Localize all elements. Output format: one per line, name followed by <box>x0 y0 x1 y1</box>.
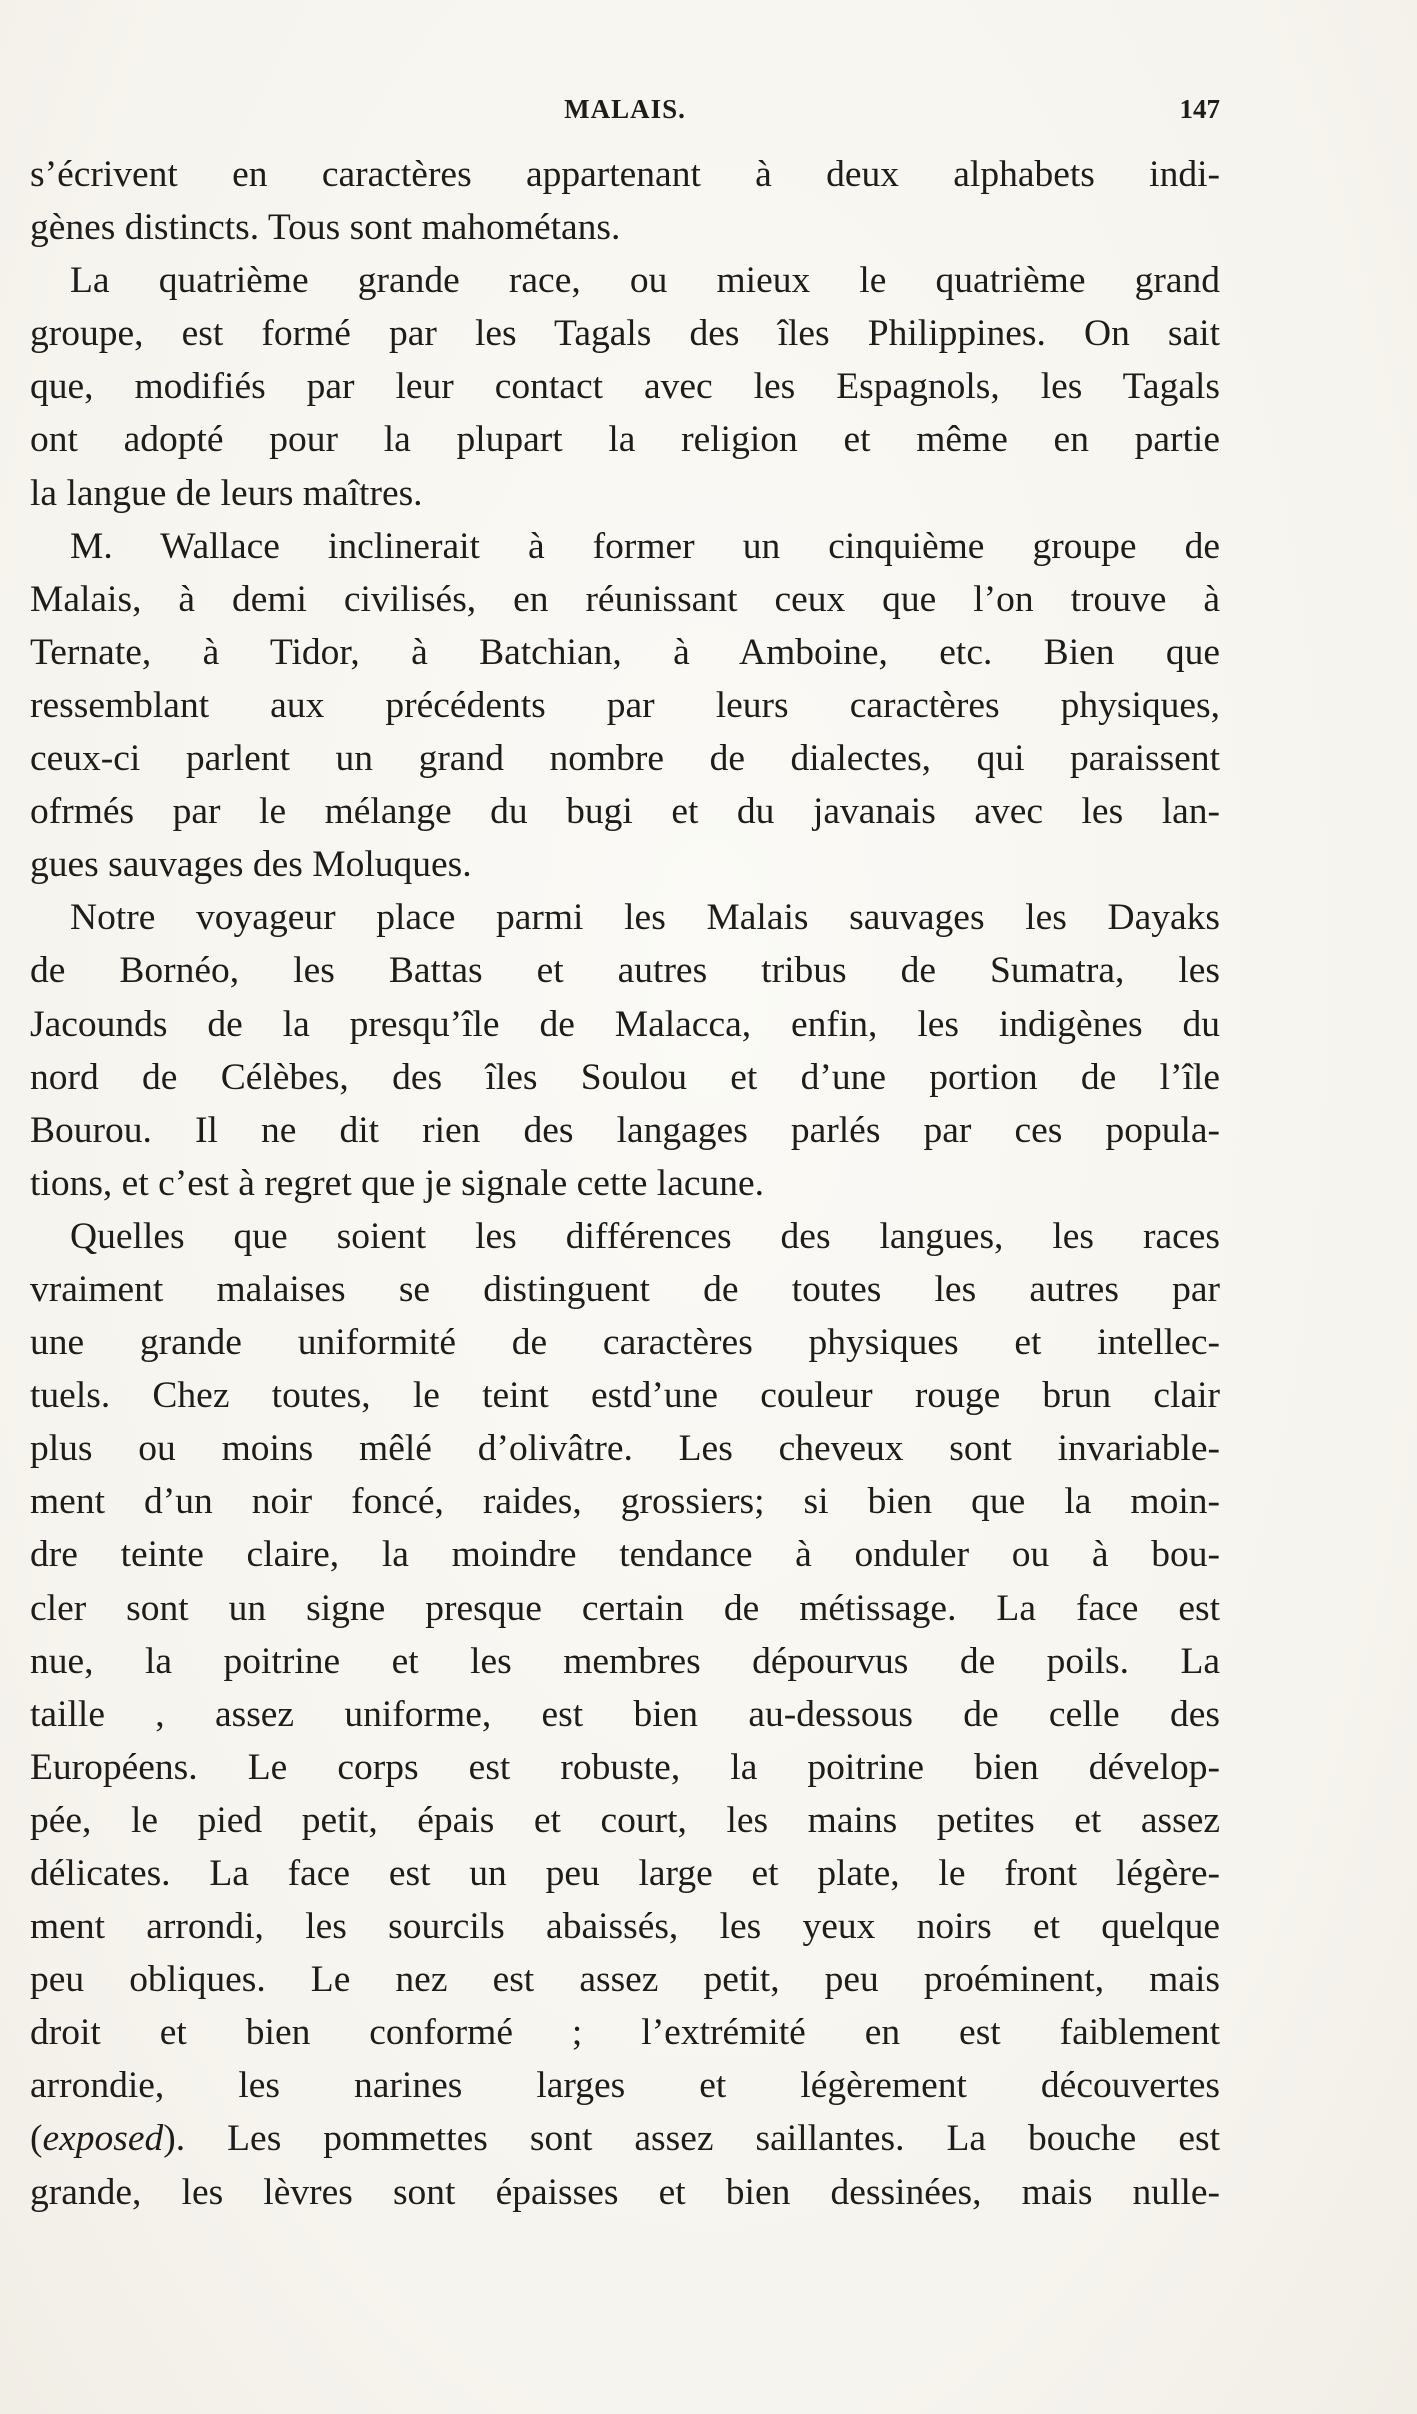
text-line: Malais, à demi civilisés, en réunissant ceux que l’on trouve à <box>30 578 1220 620</box>
text-line: dre teinte claire, la moindre tendance à onduler ou à bou- <box>30 1534 1220 1576</box>
text-line: délicates. La face est un peu large et plate, le front légère- <box>30 1853 1220 1894</box>
text-line: La quatrième grande race, ou mieux le quatrième grand <box>70 260 1220 302</box>
text-line: Notre voyageur place parmi les Malais sauvages les Dayaks <box>70 897 1220 939</box>
text-line: ofrmés par le mélange du bugi et du javanais avec les lan- <box>30 791 1220 833</box>
text-line: tions, et c’est à regret que je signale cette lacune. <box>30 1162 765 1204</box>
italic-term: exposed <box>42 2118 164 2160</box>
text-line: grande, les lèvres sont épaisses et bien dessinées, mais nulle- <box>30 2171 1220 2213</box>
text-line: gues sauvages des Moluques. <box>30 844 472 886</box>
text-line: la langue de leurs maîtres. <box>30 472 423 514</box>
text-line: arrondie, les narines larges et légèrement découvertes <box>30 2065 1220 2107</box>
text-line: M. Wallace inclinerait à former un cinquième groupe de <box>70 525 1220 567</box>
text-line: cler sont un signe presque certain de métissage. La face est <box>30 1587 1220 1629</box>
text-line: Ternate, à Tidor, à Batchian, à Amboine, etc. Bien que <box>30 631 1220 673</box>
text-line: taille , assez uniforme, est bien au-dessous de celle des <box>30 1693 1220 1735</box>
text-line: peu obliques. Le nez est assez petit, peu proéminent, mais <box>30 1959 1220 2001</box>
text-line: de Bornéo, les Battas et autres tribus de Sumatra, les <box>30 950 1220 992</box>
text-line: ressemblant aux précédents par leurs caractères physiques, <box>30 684 1220 726</box>
text-line: s’écrivent en caractères appartenant à deux alphabets indi- <box>30 154 1220 195</box>
text-line: Européens. Le corps est robuste, la poitrine bien dévelop- <box>30 1746 1220 1788</box>
text-line: une grande uniformité de caractères physiques et intellec- <box>30 1322 1220 1364</box>
running-head-title: MALAIS. <box>564 94 686 124</box>
text-line: ont adopté pour la plupart la religion et même en partie <box>30 419 1220 461</box>
text-line: nord de Célèbes, des îles Soulou et d’une portion de l’île <box>30 1056 1220 1098</box>
text-line: Bourou. Il ne dit rien des langages parlés par ces popula- <box>30 1109 1220 1151</box>
text-line: ment arrondi, les sourcils abaissés, les yeux noirs et quelque <box>30 1906 1220 1948</box>
text-line: vraiment malaises se distinguent de toutes les autres par <box>30 1268 1220 1310</box>
page-number: 147 <box>1179 94 1220 124</box>
text-line: pée, le pied petit, épais et court, les mains petites et assez <box>30 1799 1220 1841</box>
text-line: Jacounds de la presqu’île de Malacca, enfin, les indigènes du <box>30 1003 1220 1045</box>
text-line: ment d’un noir foncé, raides, grossiers; si bien que la moin- <box>30 1481 1220 1523</box>
text-line: tuels. Chez toutes, le teint estd’une couleur rouge brun clair <box>30 1375 1220 1417</box>
text-line: plus ou moins mêlé d’olivâtre. Les cheveux sont invariable- <box>30 1428 1220 1470</box>
text-line: (exposed). Les pommettes sont assez saillantes. La bouche est <box>30 2118 1220 2160</box>
text-line: droit et bien conformé ; l’extrémité en est faiblement <box>30 2012 1220 2054</box>
text-line: Quelles que soient les différences des langues, les races <box>70 1215 1220 1257</box>
text-line: que, modifiés par leur contact avec les Espagnols, les Tagals <box>30 366 1220 408</box>
text-line: groupe, est formé par les Tagals des îles Philippines. On sait <box>30 313 1220 355</box>
text-line: gènes distincts. Tous sont mahométans. <box>30 207 621 249</box>
running-head <box>30 94 1220 134</box>
text-line: nue, la poitrine et les membres dépourvus de poils. La <box>30 1640 1220 1682</box>
text-line: ceux-ci parlent un grand nombre de dialectes, qui paraissent <box>30 738 1220 780</box>
body-text <box>30 148 1220 2219</box>
